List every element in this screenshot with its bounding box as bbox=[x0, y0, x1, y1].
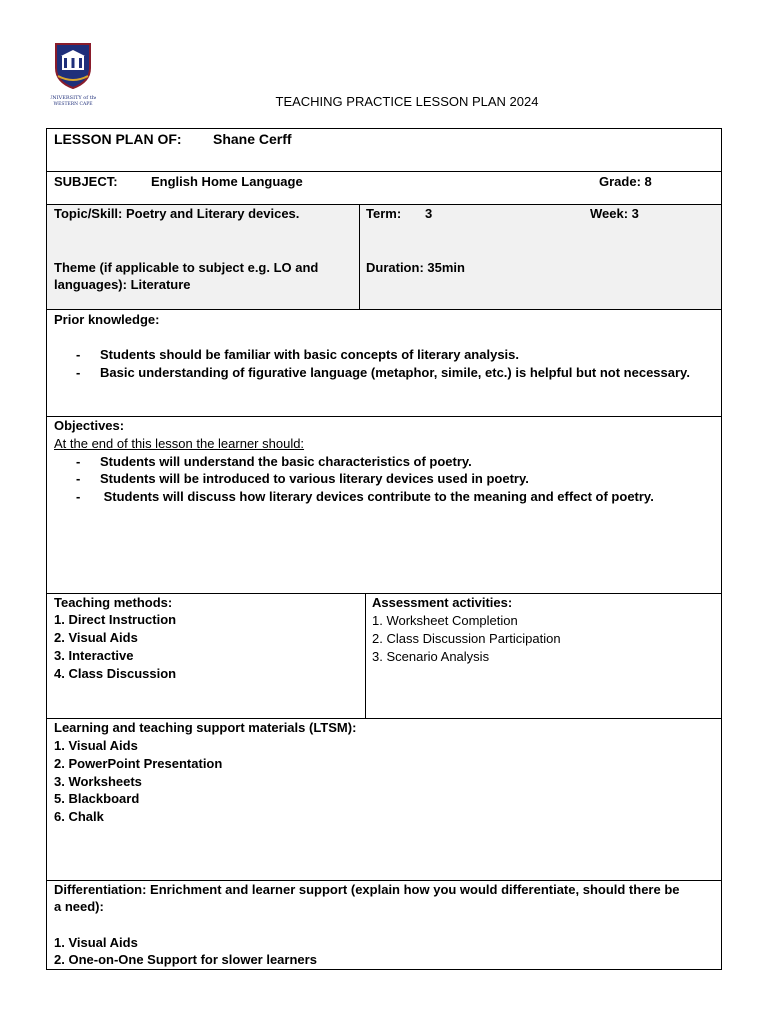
ltsm-item: 3. Worksheets bbox=[54, 774, 142, 789]
ltsm-item: 5. Blackboard bbox=[54, 791, 140, 806]
teaching-methods-heading: Teaching methods: bbox=[54, 595, 173, 610]
objectives-subheading: At the end of this lesson the learner should: bbox=[54, 436, 305, 451]
teaching-method-item: 4. Class Discussion bbox=[54, 666, 177, 681]
topic-skill: Topic/Skill: Poetry and Literary devices. bbox=[54, 206, 300, 221]
subject-value: English Home Language bbox=[151, 174, 303, 189]
ltsm-item: 2. PowerPoint Presentation bbox=[54, 756, 223, 771]
duration-value: Duration: 35min bbox=[366, 260, 465, 275]
lesson-plan-label: LESSON PLAN OF: bbox=[54, 131, 182, 147]
ltsm-heading: Learning and teaching support materials (LTSM): bbox=[54, 720, 357, 735]
differentiation-heading-line-1: Differentiation: Enrichment and learner support (explain how you would differentiate, should there be bbox=[54, 882, 680, 897]
svg-text:WESTERN CAPE: WESTERN CAPE bbox=[53, 102, 93, 107]
theme-line-1: Theme (if applicable to subject e.g. LO and bbox=[54, 260, 319, 275]
grade-value: Grade: 8 bbox=[599, 174, 652, 189]
theme-line-2: languages): Literature bbox=[54, 277, 191, 292]
teacher-name: Shane Cerff bbox=[213, 131, 292, 147]
prior-knowledge-item: - Students should be familiar with basic concepts of literary analysis. bbox=[76, 347, 520, 362]
term-value: 3 bbox=[425, 206, 433, 221]
term-label: Term: bbox=[366, 206, 402, 221]
teaching-method-item: 3. Interactive bbox=[54, 648, 134, 663]
objective-item: - Students will understand the basic characteristics of poetry. bbox=[76, 454, 472, 469]
assessment-item: 1. Worksheet Completion bbox=[372, 613, 518, 628]
prior-knowledge-item: - Basic understanding of figurative language (metaphor, simile, etc.) is helpful but not necessary. bbox=[76, 365, 690, 380]
differentiation-heading-line-2: a need): bbox=[54, 899, 104, 914]
week-value: Week: 3 bbox=[590, 206, 639, 221]
teaching-method-item: 1. Direct Instruction bbox=[54, 612, 177, 627]
subject-label: SUBJECT: bbox=[54, 174, 118, 189]
objectives-heading: Objectives: bbox=[54, 418, 125, 433]
assessment-item: 3. Scenario Analysis bbox=[372, 649, 490, 664]
ltsm-row bbox=[46, 718, 722, 881]
ltsm-item: 1. Visual Aids bbox=[54, 738, 138, 753]
differentiation-item: 2. One-on-One Support for slower learners bbox=[54, 952, 317, 967]
teaching-method-item: 2. Visual Aids bbox=[54, 630, 138, 645]
document-title: TEACHING PRACTICE LESSON PLAN 2024 bbox=[275, 94, 539, 109]
objective-item: - Students will be introduced to various literary devices used in poetry. bbox=[76, 471, 529, 486]
assessment-heading: Assessment activities: bbox=[372, 595, 513, 610]
objective-item: - Students will discuss how literary devices contribute to the meaning and effect of poetry. bbox=[76, 489, 654, 504]
assessment-item: 2. Class Discussion Participation bbox=[372, 631, 561, 646]
differentiation-item: 1. Visual Aids bbox=[54, 935, 138, 950]
svg-text:UNIVERSITY of the: UNIVERSITY of the bbox=[50, 95, 96, 101]
ltsm-item: 6. Chalk bbox=[54, 809, 104, 824]
prior-knowledge-heading: Prior knowledge: bbox=[54, 312, 160, 327]
term-cell bbox=[359, 204, 722, 310]
